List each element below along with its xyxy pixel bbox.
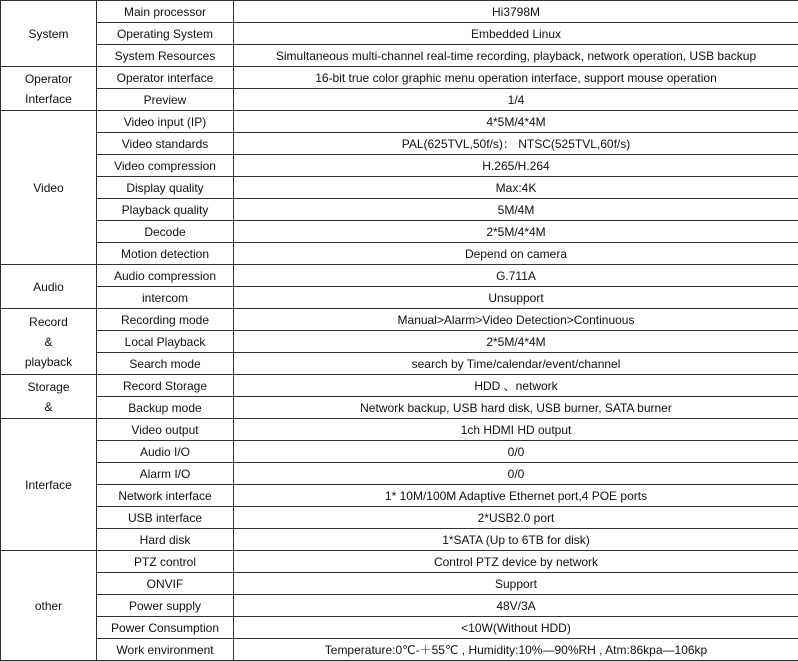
category-label: Interface xyxy=(25,478,72,492)
table-row xyxy=(1,463,798,485)
item-cell: ONVIF xyxy=(97,573,234,595)
table-row xyxy=(1,67,798,89)
category-label: Audio xyxy=(33,280,64,294)
value-cell: 2*5M/4*4M xyxy=(234,221,798,243)
table-row xyxy=(1,573,798,595)
table-row xyxy=(1,221,798,243)
value-cell: <10W(Without HDD) xyxy=(234,617,798,639)
item-cell: PTZ control xyxy=(97,551,234,573)
item-cell: Backup mode xyxy=(97,397,234,419)
value-cell: 48V/3A xyxy=(234,595,798,617)
value-cell: 0/0 xyxy=(234,441,798,463)
table-row xyxy=(1,23,798,45)
table-row xyxy=(1,243,798,265)
table-row xyxy=(1,441,798,463)
value-cell: Control PTZ device by network xyxy=(234,551,798,573)
item-cell: Operator interface xyxy=(97,67,234,89)
item-cell: System Resources xyxy=(97,45,234,67)
item-cell: USB interface xyxy=(97,507,234,529)
category-label: Interface xyxy=(25,92,72,106)
item-cell: Local Playback xyxy=(97,331,234,353)
item-cell: Video standards xyxy=(97,133,234,155)
value-cell: H.265/H.264 xyxy=(234,155,798,177)
value-cell: 4*5M/4*4M xyxy=(234,111,798,133)
category-cell xyxy=(1,1,97,67)
table-row xyxy=(1,639,798,661)
value-cell: Embedded Linux xyxy=(234,23,798,45)
category-cell xyxy=(1,375,97,419)
table-row xyxy=(1,111,798,133)
value-cell: 5M/4M xyxy=(234,199,798,221)
category-cell xyxy=(1,265,97,309)
value-cell: 2*USB2.0 port xyxy=(234,507,798,529)
table-row xyxy=(1,265,798,287)
category-cell xyxy=(1,551,97,661)
item-cell: Recording mode xyxy=(97,309,234,331)
value-cell: 1* 10M/100M Adaptive Ethernet port,4 POE ports xyxy=(234,485,798,507)
table-row xyxy=(1,89,798,111)
item-cell: Preview xyxy=(97,89,234,111)
category-cell xyxy=(1,419,97,551)
category-label: other xyxy=(35,599,62,613)
table-row xyxy=(1,595,798,617)
value-cell: Hi3798M xyxy=(234,1,798,23)
category-label: Video xyxy=(33,181,63,195)
value-cell: search by Time/calendar/event/channel xyxy=(234,353,798,375)
value-cell: Manual>Alarm>Video Detection>Continuous xyxy=(234,309,798,331)
item-cell: Video compression xyxy=(97,155,234,177)
value-cell: PAL(625TVL,50f/s)： NTSC(525TVL,60f/s) xyxy=(234,133,798,155)
item-cell: Main processor xyxy=(97,1,234,23)
item-cell: Network interface xyxy=(97,485,234,507)
item-cell: Audio I/O xyxy=(97,441,234,463)
item-cell: Record Storage xyxy=(97,375,234,397)
table-row xyxy=(1,485,798,507)
category-cell xyxy=(1,111,97,265)
table-row xyxy=(1,1,798,23)
value-cell: 16-bit true color graphic menu operation interface, support mouse operation xyxy=(234,67,798,89)
value-cell: 1*SATA (Up to 6TB for disk) xyxy=(234,529,798,551)
table-row xyxy=(1,529,798,551)
item-cell: Decode xyxy=(97,221,234,243)
table-row xyxy=(1,287,798,309)
value-cell: Simultaneous multi-channel real-time recording, playback, network operation, USB backup xyxy=(234,45,798,67)
table-row xyxy=(1,419,798,441)
category-label: Storage xyxy=(27,380,69,394)
table-row xyxy=(1,177,798,199)
item-cell: Display quality xyxy=(97,177,234,199)
value-cell: 0/0 xyxy=(234,463,798,485)
value-cell: Support xyxy=(234,573,798,595)
item-cell: Playback quality xyxy=(97,199,234,221)
category-cell xyxy=(1,309,97,375)
table-row xyxy=(1,331,798,353)
value-cell: 1/4 xyxy=(234,89,798,111)
table-row xyxy=(1,155,798,177)
table-row xyxy=(1,199,798,221)
table-row xyxy=(1,309,798,331)
value-cell: Network backup, USB hard disk, USB burner, SATA burner xyxy=(234,397,798,419)
category-cell xyxy=(1,67,97,111)
value-cell: G.711A xyxy=(234,265,798,287)
value-cell: Temperature:0℃-＋55℃ , Humidity:10%—90%RH , Atm:86kpa—106kp xyxy=(234,639,798,661)
category-label: System xyxy=(28,27,68,41)
item-cell: Work environment xyxy=(97,639,234,661)
category-label: playback xyxy=(25,355,72,369)
category-label: & xyxy=(44,400,52,414)
item-cell: Search mode xyxy=(97,353,234,375)
value-cell: Depend on camera xyxy=(234,243,798,265)
table-row xyxy=(1,617,798,639)
table-row xyxy=(1,507,798,529)
table-row xyxy=(1,375,798,397)
value-cell: 1ch HDMI HD output xyxy=(234,419,798,441)
value-cell: Unsupport xyxy=(234,287,798,309)
item-cell: Audio compression xyxy=(97,265,234,287)
category-label: Operator xyxy=(25,72,72,86)
table-row xyxy=(1,551,798,573)
table-row xyxy=(1,133,798,155)
item-cell: Power Consumption xyxy=(97,617,234,639)
item-cell: Video input (IP) xyxy=(97,111,234,133)
table-row xyxy=(1,397,798,419)
spec-table-body xyxy=(1,1,798,661)
value-cell: Max:4K xyxy=(234,177,798,199)
value-cell: 2*5M/4*4M xyxy=(234,331,798,353)
table-row xyxy=(1,45,798,67)
item-cell: Operating System xyxy=(97,23,234,45)
item-cell: Motion detection xyxy=(97,243,234,265)
category-label: & xyxy=(44,335,52,349)
item-cell: intercom xyxy=(97,287,234,309)
category-label: Record xyxy=(29,315,68,329)
item-cell: Alarm I/O xyxy=(97,463,234,485)
table-row xyxy=(1,353,798,375)
item-cell: Video output xyxy=(97,419,234,441)
value-cell: HDD 、network xyxy=(234,375,798,397)
item-cell: Hard disk xyxy=(97,529,234,551)
item-cell: Power supply xyxy=(97,595,234,617)
